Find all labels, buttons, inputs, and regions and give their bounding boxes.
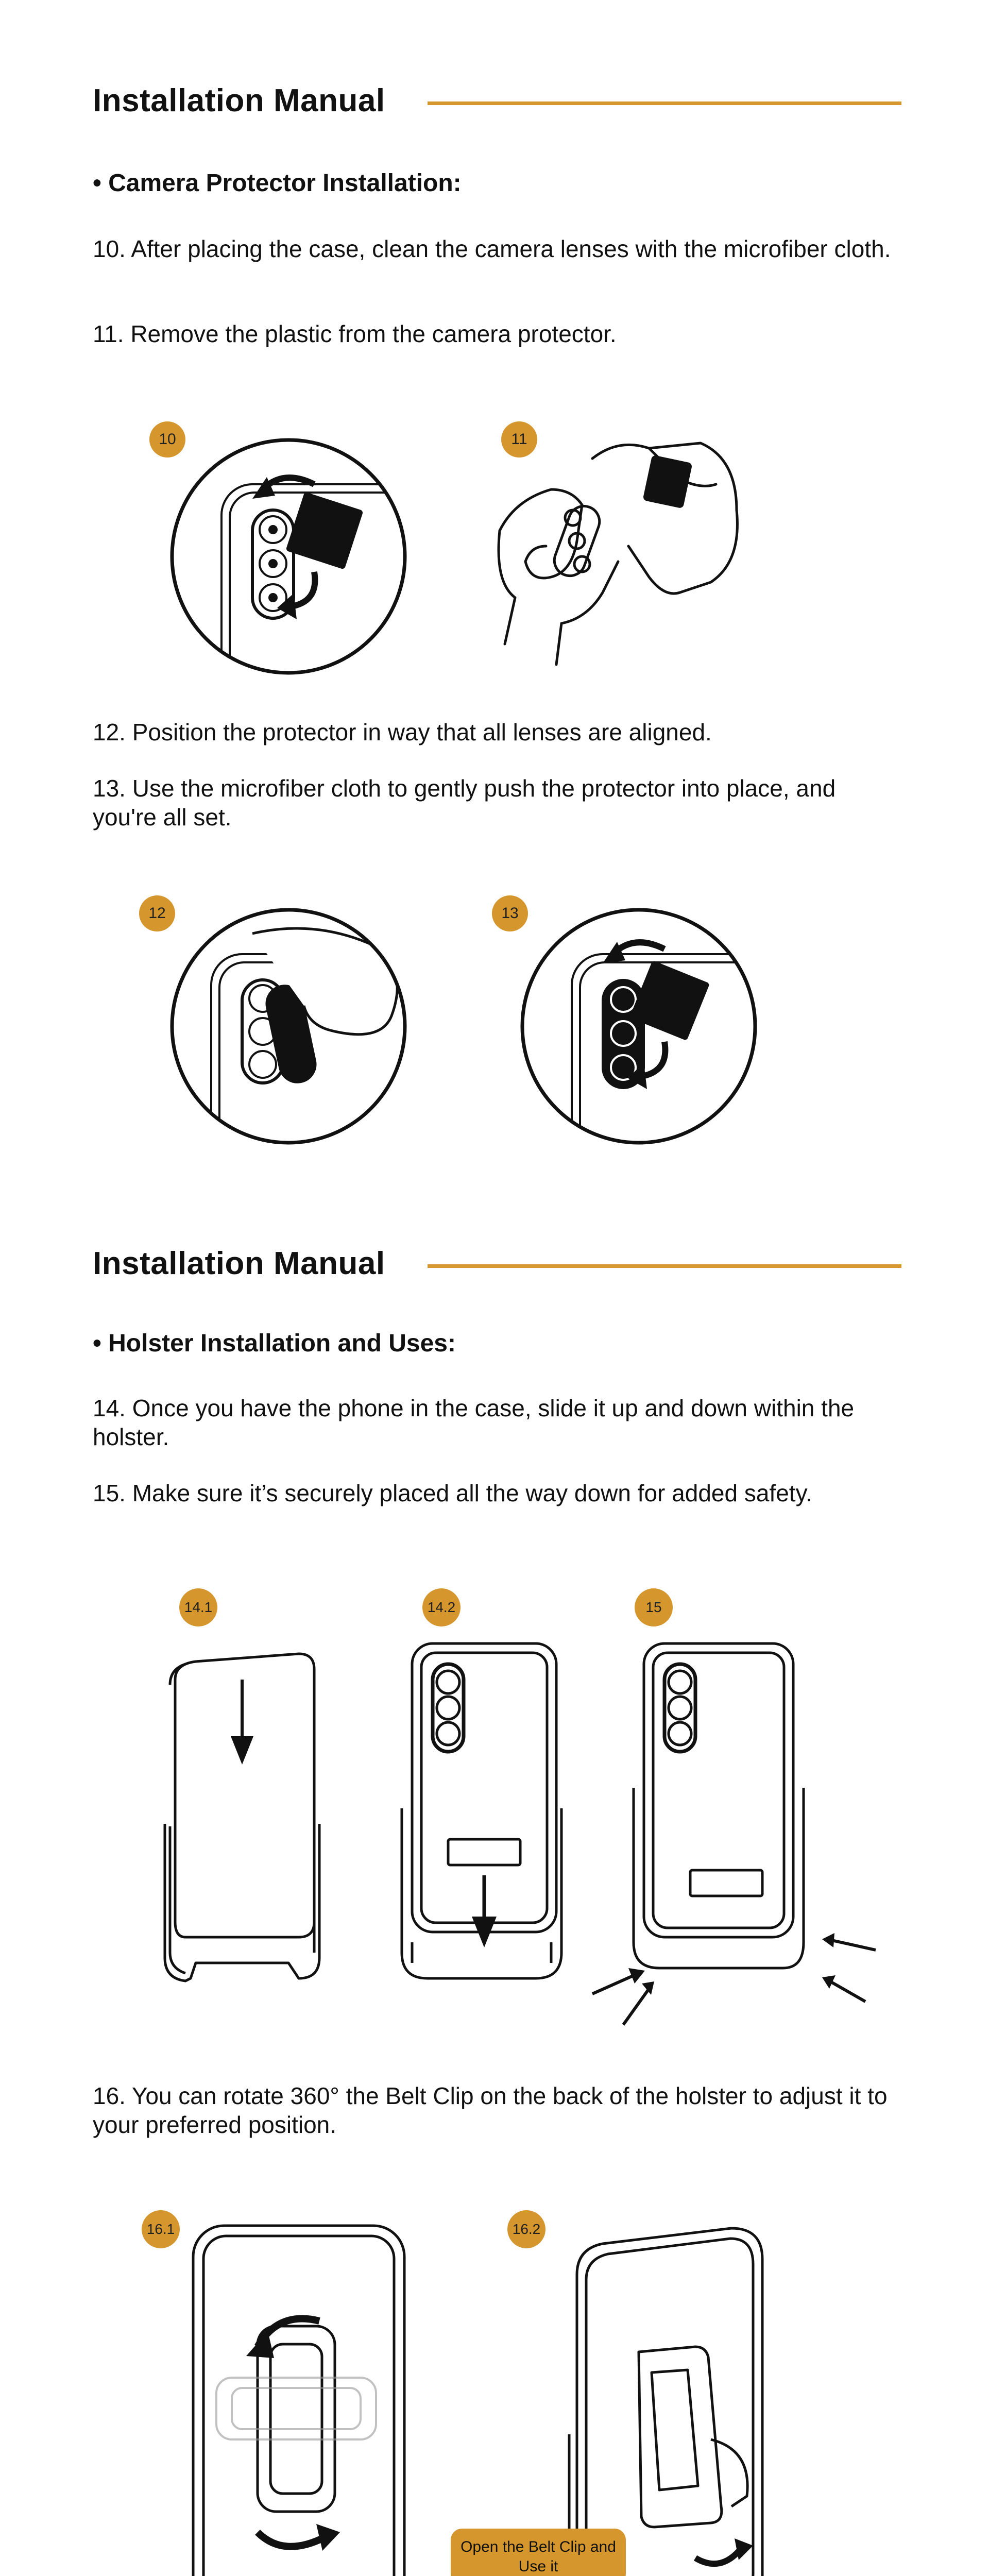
- step-10-text: 10. After placing the case, clean the camera lenses with the microfiber cloth.: [93, 235, 891, 262]
- step-badge-15: 15: [635, 1588, 673, 1626]
- step-12-text: 12. Position the protector in way that all lenses are aligned.: [93, 719, 712, 745]
- step-badge-12: 12: [139, 895, 175, 931]
- belt-clip-open-illustration: [567, 2218, 773, 2576]
- step-badge-14-1: 14.1: [179, 1588, 217, 1626]
- step-15-text: 15. Make sure it’s securely placed all the way down for added safety.: [93, 1480, 812, 1506]
- step-13-text: 13. Use the microfiber cloth to gently push the protector into place, and you're all set.: [93, 775, 836, 831]
- remove-plastic-illustration: [494, 428, 762, 665]
- holster-insert-illustration: [397, 1633, 567, 1994]
- step-badge-11: 11: [501, 421, 537, 457]
- section-title: Installation Manual: [93, 83, 385, 118]
- step-badge-13: 13: [492, 895, 528, 931]
- push-protector-illustration: [515, 903, 762, 1150]
- step-badge-16-2: 16.2: [507, 2210, 545, 2248]
- section-subtitle-2: • Holster Installation and Uses:: [93, 1330, 456, 1357]
- camera-clean-illustration: [165, 433, 412, 680]
- holster-secured-illustration: [587, 1633, 881, 2035]
- step-16-text: 16. You can rotate 360° the Belt Clip on the back of the holster to adjust it to your preferred position.: [93, 2082, 888, 2138]
- belt-clip-callout: Open the Belt Clip and Use it: [451, 2529, 626, 2576]
- belt-clip-rotate-illustration: [191, 2223, 407, 2576]
- step-11-text: 11. Remove the plastic from the camera protector.: [93, 320, 617, 347]
- step-14-text: 14. Once you have the phone in the case, slide it up and down within the holster.: [93, 1395, 855, 1450]
- section-subtitle: • Camera Protector Installation:: [93, 170, 462, 197]
- align-protector-illustration: [165, 903, 412, 1150]
- step-badge-14-2: 14.2: [422, 1588, 461, 1626]
- title-rule: [428, 101, 901, 105]
- step-badge-10: 10: [149, 421, 185, 457]
- step-badge-16-1: 16.1: [142, 2210, 180, 2248]
- holster-slide-illustration: [155, 1649, 330, 1994]
- section-title-2: Installation Manual: [93, 1246, 385, 1281]
- title-rule-2: [428, 1264, 901, 1268]
